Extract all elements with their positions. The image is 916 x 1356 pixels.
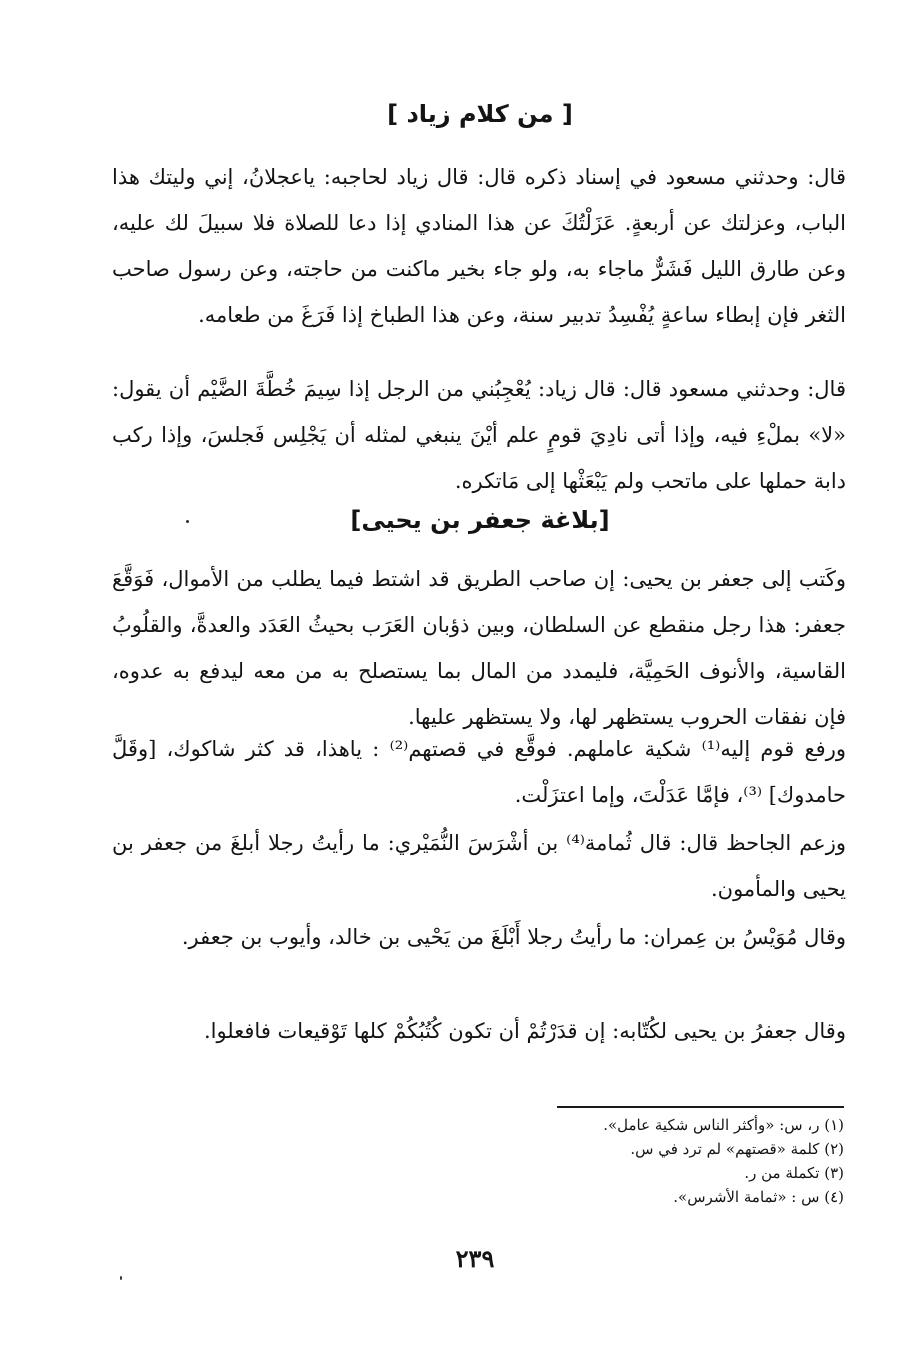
scan-speck [186, 520, 189, 523]
footnote-2: (٢) كلمة «قصتهم» لم ترد في س. [630, 1140, 844, 1158]
paragraph-tawqiat: وقال جعفرُ بن يحيى لكُتّابه: إن قدَرْتُمْ أن تكون كُتُبُكُمْ كلها تَوْقيعات فافعلوا. [203, 1019, 846, 1043]
footnote-divider [557, 1106, 844, 1108]
section-heading-ziyad: [ من كلام زياد ] [387, 100, 573, 128]
scan-speck [120, 1276, 122, 1280]
paragraph-ziyad-hajib: قال: وحدثني مسعود في إسناد ذكره قال: قال زياد لحاجبه: ياعجلانُ، إني وليتك هذا الباب، وعزلتك عن أربعةٍ. عَزَلْتُكَ عن هذا المنادي إذا دعا للصلاة فلا سبيلَ لك عليه، وعن طارق الليل فَشَرٌّ ماجاء به، ولو جاء بخير ماكنت من حاجته، وعن رسول صاحب الثغر فإن إبطاء ساعةٍ يُفْسِدُ تدبير سنة، وعن هذا الطباخ إذا فَرَغَ من طعامه. [112, 165, 846, 327]
paragraph-thumama: وزعم الجاحظ قال: قال ثُمامة⁽⁴⁾ بن أشْرَسَ النُّمَيْري: ما رأيتُ رجلا أبلغَ من جعفر بن يحيى والمأمون. [112, 831, 846, 901]
page-number: ٢٣٩ [455, 1244, 495, 1273]
paragraph-shakiya: ورفع قوم إليه⁽¹⁾ شكية عاملهم. فوقَّع في قصتهم⁽²⁾ : ياهذا، قد كثر شاكوك، [وقَلَّ حامدوك] ⁽³⁾، فإمَّا عَدَلْتَ، وإما اعتزَلْت. [112, 737, 846, 807]
paragraph-jafar-tariq: وكَتب إلى جعفر بن يحيى: إن صاحب الطريق قد اشتط فيما يطلب من الأموال، فَوَقَّعَ جعفر: هذا رجل منقطع عن السلطان، وبين ذؤبان العَرَب بحيثُ العَدَد والعدةَّ، والقلُوبُ القاسية، والأنوف الحَمِيَّة، فليمدد من المال بما يستصلح به من معه ليدفع به عدوه، فإن نفقات الحروب يستظهر لها، ولا يستظهر عليها. [112, 567, 846, 729]
paragraph-ziyad-rajul: قال: وحدثني مسعود قال: قال زياد: يُعْجِبُني من الرجل إذا سِيمَ خُطَّةَ الضَّيْم أن يقول: «لا» بملْءِ فيه، وإذا أتى نادِيَ قومٍ علم أيْنَ ينبغي لمثله أن يَجْلِس فَجلسَ، وإذا ركب دابة حملها على ماتحب ولم يَبْعَثْها إلى مَاتكره. [112, 377, 846, 493]
footnotes-block [440, 1113, 844, 1209]
footnote-3: (٣) تكملة من ر. [744, 1164, 844, 1182]
footnote-1: (١) ر، س: «وأكثر الناس شكية عامل». [603, 1116, 844, 1134]
footnote-4: (٤) س : «ثمامة الأشرس». [673, 1188, 844, 1206]
section-heading-jafar: [بلاغة جعفر بن يحيى] [350, 506, 610, 534]
paragraph-muways: وقال مُوَيْسُ بن عِمران: ما رأيتُ رجلا أَبْلَغَ من يَحْيى بن خالد، وأيوب بن جعفر. [181, 925, 846, 949]
